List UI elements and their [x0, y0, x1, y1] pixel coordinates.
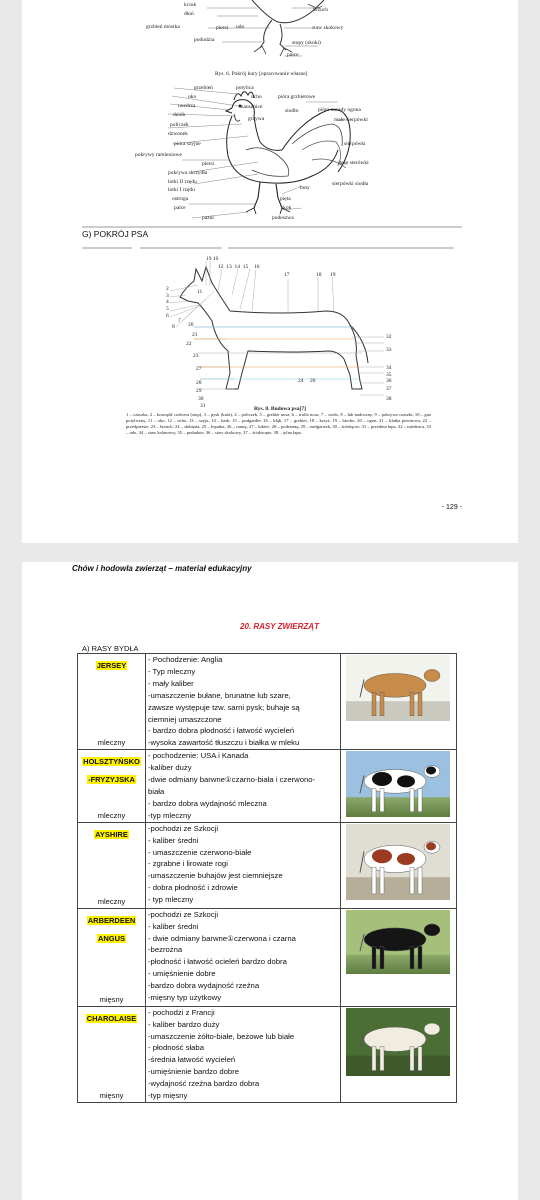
label-dzwonek: dzwonek — [168, 131, 188, 137]
breed-usage-type: mięsny — [99, 1090, 124, 1100]
breed-feature: - umięśnienie dobre — [148, 969, 216, 979]
dog-num-5: 5 — [166, 306, 169, 312]
label-staw-skokowy: staw skokowy — [312, 25, 344, 31]
breed-usage-type: mleczny — [97, 896, 126, 906]
label-pokrywa-skrzydla: pokrywa skrzydła — [168, 170, 208, 176]
breed-feature: - pochodzenie: USA i Kanada — [148, 751, 249, 761]
breed-feature: -bezrożna — [148, 945, 183, 955]
dog-num-37: 37 — [386, 386, 392, 392]
breed-name-cell — [78, 822, 146, 908]
breed-features-cell — [146, 822, 341, 908]
breed-feature: -średnia łatwość wycieleń — [148, 1055, 236, 1065]
breed-feature: -płodność i łatwość ocieleń bardzo dobra — [148, 957, 287, 967]
section-title-dog: G) POKRÓJ PSA — [82, 229, 149, 239]
label-male-sierpowki: małe sierpówki — [334, 117, 368, 123]
label-palce: palce — [287, 52, 299, 58]
label-kciuk: kciuk — [184, 2, 197, 8]
label-grzebien: grzebień — [194, 85, 213, 91]
breed-feature: - zgrabne i lirowate rogi — [148, 859, 228, 869]
label-dziob: dziób — [173, 112, 186, 118]
dog-num-8: 8 — [172, 324, 175, 330]
dog-num-36: 36 — [386, 378, 392, 384]
dog-illustration — [122, 255, 392, 405]
chicken-illustration — [22, 0, 518, 70]
dog-num-31: 31 — [200, 403, 206, 409]
breed-row — [78, 822, 457, 908]
page-number: - 129 - — [441, 504, 462, 511]
label-pokrywy-ramieniowe: pokrywy ramieniowe — [135, 152, 182, 158]
breed-feature: - pochodzi z Francji — [148, 1007, 215, 1017]
breed-row — [78, 750, 457, 822]
breed-feature: - kaliber średni — [148, 921, 199, 931]
breed-usage-type: mleczny — [97, 810, 126, 820]
dog-num-top: 19 10 — [206, 256, 219, 262]
breed-feature: -mięsny typ użytkowy — [148, 993, 222, 1003]
breed-name: HOLSZTYŃSKO — [83, 757, 140, 767]
label-piora-szyjne: pióra szyjne — [174, 141, 201, 147]
label-stopy: stopy (skoki) — [292, 40, 321, 46]
breed-feature: - mały kaliber — [148, 678, 194, 688]
breed-feature: - umaszczenie czerwono-białe — [148, 847, 252, 857]
dog-num-33: 33 — [386, 347, 392, 353]
breed-name: ARBERDEEN — [87, 915, 136, 925]
cow-photo — [346, 655, 450, 721]
subheading-cattle: A) RASY BYDŁA — [82, 644, 139, 653]
label-piora-grzbietowe: pióra grzbietowe — [278, 94, 316, 100]
section-title-breeds: 20. RASY ZWIERZĄT — [240, 622, 319, 631]
cow-photo — [346, 1008, 450, 1076]
breed-name-cell — [78, 908, 146, 1006]
dog-caption: Rys. 8. Budowa psa[7] — [254, 406, 306, 412]
breed-feature: - Pochodzenie: Anglia — [148, 655, 223, 664]
dog-num-6: 6 — [166, 313, 169, 319]
breed-feature: -pochodzi ze Szkocji — [148, 909, 219, 919]
breed-photo-cell — [341, 822, 457, 908]
breed-name: -FRYZYJSKA — [88, 775, 135, 785]
breed-name-cell — [78, 654, 146, 750]
breed-feature: - bardzo dobra wydajność mleczna — [148, 798, 267, 808]
breed-feature: -umaszczenie żółto-białe, beżowe lub białe — [148, 1031, 295, 1041]
label-siodlo: siodło — [285, 108, 299, 114]
dog-num-38: 38 — [386, 396, 392, 402]
label-dlon: dłoń — [184, 11, 194, 17]
breed-features-cell — [146, 654, 341, 750]
label-piersi-kogut: piersi — [202, 161, 215, 167]
label-grzbien-mostka: grzbień mostka — [146, 24, 180, 30]
breed-feature: -pochodzi ze Szkocji — [148, 823, 219, 833]
breed-feature: -wysoka zawartość tłuszczu i białka w mleku — [148, 738, 300, 748]
breed-name: ANGUS — [97, 933, 126, 943]
dog-num-top-2: 12 13 14 15 — [218, 264, 249, 270]
dog-num-2: 2 — [166, 286, 169, 292]
label-duze-sterowki: duże sterówki — [338, 160, 369, 166]
dog-num-22: 22 — [186, 341, 192, 347]
label-ostroga: ostroga — [172, 196, 189, 202]
breed-row — [78, 654, 457, 750]
breed-feature: - typ mleczny — [148, 895, 194, 905]
breed-feature: ciemniej umaszczone — [148, 714, 222, 724]
dog-num-11: 11 — [197, 289, 203, 295]
dog-num-27: 27 — [196, 366, 202, 372]
breed-name: CHAROLAISE — [86, 1013, 137, 1023]
breed-feature: biała — [148, 786, 165, 796]
label-oko: oko — [188, 94, 197, 100]
dog-num-17: 17 — [284, 272, 290, 278]
label-lotki-2: lotki II rzędu — [168, 179, 197, 185]
dog-legend: 1 – czaszka, 2 – krawędź czołowa (stop), 3 – pysk (kufa), 4 – policzek, 5 – grzbiet nosa, 6 – trufla nosa, 7 – czoło, 8 – łuk nadoczny, 9 – pokrywa czaszki, 10 – guz potyliczny, 11 – oko, 12 – ucho, 13 – szyja, 14 – kark, 15 – podgardle, 16 – kłąb, 17 – grzbiet, 18 – krzyż, 19 – biodro, 20 – ogon, 21 – klatka piersiowa, 22 – przedpiersie, 23 – brzuch, 24 – słabizna, 25 – łopatka, 26 – ramię, 27 – łokieć, 28 – podramię, 29 – nadgarstek, 30 – śródręcze, 31 – przednia łapa, 32 – miednica, 33 – udo, 34 – staw kolanowy, 35 – podudzie, 36 – staw skokowy, 37 – śródstopie, 38 – tylna łapa. — [126, 412, 431, 435]
breed-feature: - dwie odmiany barwne①czerwona i czarna — [148, 933, 296, 943]
dog-num-23: 23 — [193, 353, 199, 359]
dog-num-26: 26 — [310, 378, 316, 384]
cow-photo — [346, 751, 450, 817]
breed-name: AYSHIRE — [95, 829, 128, 839]
label-ucho: ucho — [251, 94, 262, 100]
breed-feature: -typ mleczny — [148, 810, 192, 820]
breed-feature: -typ mięsny — [148, 1091, 188, 1101]
breed-photo-cell — [341, 908, 457, 1006]
breed-row — [78, 1006, 457, 1102]
breed-feature: - kaliber średni — [148, 835, 199, 845]
dog-num-4: 4 — [166, 299, 169, 305]
dog-num-7: 7 — [178, 318, 181, 324]
label-nozdrza: nozdrza — [178, 103, 196, 109]
breed-feature: zawsze występuje tzw. sarni pysk; buhaje są — [148, 702, 300, 712]
breed-features-cell — [146, 750, 341, 822]
breed-row — [78, 908, 457, 1006]
breed-name-cell — [78, 1006, 146, 1102]
breed-feature: -umaszczenie buhajów jest ciemniejsze — [148, 871, 283, 881]
breed-feature: -umaszczenie bułane, brunatne lub szare, — [148, 690, 291, 700]
breed-feature: -umięśnienie bardzo dobre — [148, 1067, 240, 1077]
dog-num-20: 20 — [188, 322, 194, 328]
dog-num-35: 35 — [386, 372, 392, 378]
cow-photo — [346, 910, 450, 974]
breed-feature: - dobra płodność i zdrowie — [148, 883, 238, 893]
breed-features-cell — [146, 1006, 341, 1102]
label-buty: buty — [300, 185, 310, 191]
breed-name-cell — [78, 750, 146, 822]
breed-feature: -kaliber duży — [148, 763, 192, 773]
dog-num-30: 30 — [198, 396, 204, 402]
breed-feature: - bardzo dobra płodność i łatwość wycieleń — [148, 726, 295, 736]
label-skok: skok — [281, 205, 292, 211]
label-grzywa: grzywa — [248, 116, 265, 122]
dog-num-16: 16 — [254, 264, 260, 270]
cattle-breeds-table — [77, 653, 457, 1103]
breed-feature: - Typ mleczny — [148, 666, 196, 676]
breed-features-cell — [146, 908, 341, 1006]
label-zausznice: zausznice — [241, 104, 263, 110]
label-podudzia: podudzia — [194, 37, 215, 43]
dog-num-21: 21 — [192, 332, 198, 338]
label-pieta: pięta — [280, 196, 291, 202]
label-udo: udo — [236, 24, 245, 30]
breed-feature: - płodność słaba — [148, 1043, 204, 1053]
breed-feature: -bardzo dobra wydajność rzeźna — [148, 981, 260, 991]
dog-num-32: 32 — [386, 334, 392, 340]
label-palce-kogut: palce — [174, 205, 186, 211]
label-piersi: piersi — [216, 25, 229, 31]
label-sierpowki-siodla: sierpówki siodła — [332, 181, 369, 187]
breed-usage-type: mleczny — [97, 738, 126, 748]
breed-name: JERSEY — [96, 661, 127, 670]
textbook-page-129 — [22, 0, 518, 543]
breed-feature: -wydajność rzeźna bardzo dobra — [148, 1079, 260, 1089]
label-lotki-1: lotki I rzędu — [168, 187, 195, 193]
breed-feature: -dwie odmiany barwne①czarno-biała i czerwono- — [148, 775, 316, 785]
dog-num-29: 29 — [196, 388, 202, 394]
breed-feature: - kaliber bardzo duży — [148, 1019, 220, 1029]
breed-photo-cell — [341, 750, 457, 822]
rooster-caption: Rys. 6. Pokrój kury [opracowanie własne] — [215, 71, 308, 77]
breed-photo-cell — [341, 1006, 457, 1102]
dog-num-34: 34 — [386, 365, 392, 371]
dog-num-28: 28 — [196, 380, 202, 386]
page-header: Chów i hodowla zwierząt – materiał edukacyjny — [72, 564, 252, 573]
label-policzek: policzek — [170, 122, 189, 128]
dog-num-24: 24 — [298, 378, 304, 384]
label-brzuch: brzuch — [313, 7, 328, 13]
dog-num-18: 18 — [316, 272, 322, 278]
breed-usage-type: mięsny — [99, 994, 124, 1004]
dog-num-3: 3 — [166, 293, 169, 299]
breed-photo-cell — [341, 654, 457, 750]
label-pazur: pazur — [202, 215, 215, 221]
label-podeszwa: podeszwa — [272, 215, 294, 221]
label-piora-nasady-ogona: pióra nasady ogona — [318, 107, 361, 113]
dog-num-19: 19 — [330, 272, 336, 278]
cow-photo — [346, 824, 450, 900]
label-potylica: potylica — [236, 85, 254, 91]
label-sierpowki: sierpówki — [344, 141, 366, 147]
textbook-page-breeds — [22, 562, 518, 1200]
